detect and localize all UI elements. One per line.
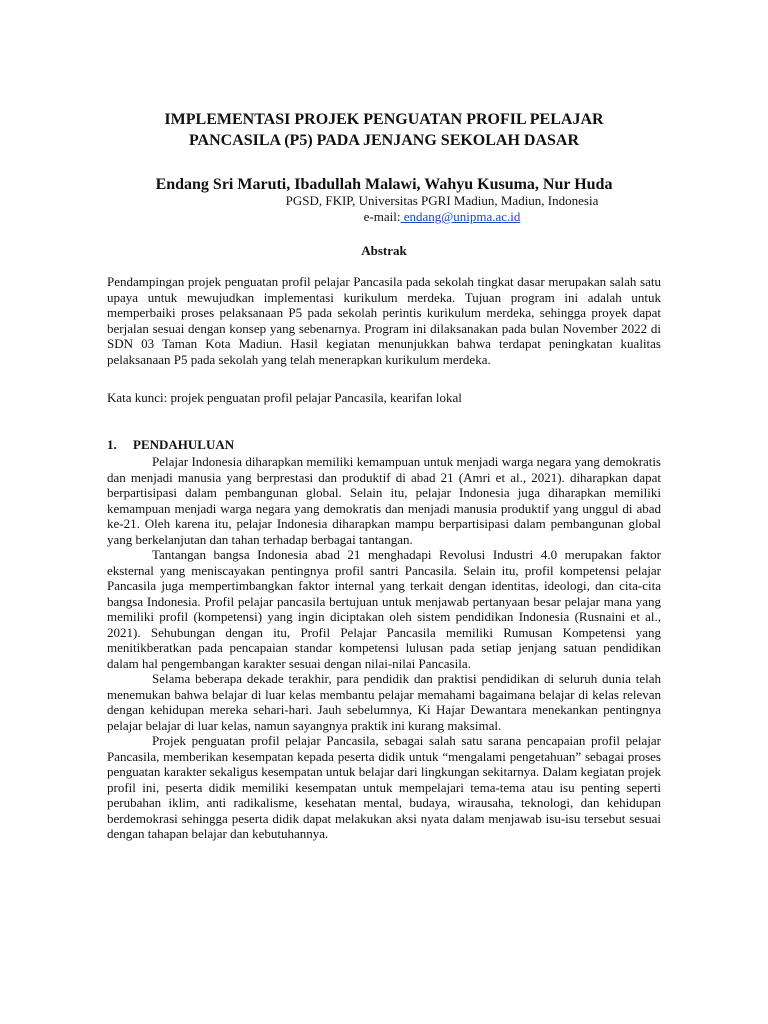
title-line-2: PANCASILA (P5) PADA JENJANG SEKOLAH DASAR <box>188 132 580 149</box>
abstract-text: Pendampingan projek penguatan profil pelajar Pancasila pada sekolah tingkat dasar merupakan salah satu upaya untuk mewujudkan implementasi kurikulum merdeka. Tujuan program ini adalah untuk memperbaiki proses pelaksanaan P5 pada sekolah perintis kurikulum merdeka, sehingga proyek dapat berjalan sesuai dengan konsep yang sebenarnya. Program ini dilaksanakan pada bulan November 2022 di SDN 03 Taman Kota Madiun. Hasil kegiatan menunjukkan bahwa terdapat peningkatan kualitas pelaksanaan P5 pada sekolah yang telah menerapkan kurikulum merdeka. <box>107 274 661 367</box>
section-number: 1. <box>107 437 117 452</box>
section-heading <box>107 437 234 453</box>
email-line <box>158 209 726 225</box>
title-line-1: IMPLEMENTASI PROJEK PENGUATAN PROFIL PELAJAR <box>164 111 604 128</box>
section-body <box>107 454 661 842</box>
body-paragraph: Pelajar Indonesia diharapkan memiliki kemampuan untuk menjadi warga negara yang demokratis dan menjadi manusia yang berprestasi dan produktif di abad 21 (Amri et al., 2021). diharapkan dapat berpartisipasi dalam pembangunan global. Selain itu, pelajar Indonesia juga diharapkan memiliki kemampuan menjadi warga negara yang demokratis dan menjadi manusia produktif yang unggul di abad ke-21. Oleh karena itu, pelajar Indonesia diharapkan mampu berpartisipasi dalam pembangunan global yang berkelanjutan dan tahan terhadap berbagai tantangan. <box>107 454 661 547</box>
affiliation: PGSD, FKIP, Universitas PGRI Madiun, Madiun, Indonesia <box>285 193 599 208</box>
body-paragraph: Tantangan bangsa Indonesia abad 21 menghadapi Revolusi Industri 4.0 merupakan faktor eksternal yang meniscayakan pentingnya profil santri Pancasila. Selain itu, profil kompetensi pelajar Pancasila juga mempertimbangkan faktor internal yang terkait dengan identitas, ideologi, dan cita-cita bangsa Indonesia. Profil pelajar pancasila bertujuan untuk menjawab pertanyaan besar pelajar mana yang memiliki profil (kompetensi) yang ingin diciptakan oleh sistem pendidikan Indonesia (Rusnaini et al., 2021). Sehubungan dengan itu, Profil Pelajar Pancasila memiliki Rumusan Kompetensi yang menitikberatkan pada pencapaian standar kompetensi lulusan pada setiap jenjang satuan pendidikan dalam hal pengembangan karakter sesuai dengan nilai-nilai Pancasila. <box>107 547 661 671</box>
email-link[interactable]: endang@unipma.ac.id <box>400 209 521 224</box>
body-paragraph: Selama beberapa dekade terakhir, para pendidik dan praktisi pendidikan di seluruh dunia telah menemukan bahwa belajar di luar kelas membantu pelajar memahami bagaimana belajar di kelas relevan dengan kehidupan mereka sehari-hari. Jauh sebelumnya, Ki Hajar Dewantara menekankan pentingnya pelajar belajar di luar kelas, namun sayangnya praktik ini kurang maksimal. <box>107 671 661 733</box>
paper-title <box>100 109 668 151</box>
author-list: Endang Sri Maruti, Ibadullah Malawi, Wahyu Kusuma, Nur Huda <box>155 176 613 193</box>
section-title: PENDAHULUAN <box>133 437 235 452</box>
keywords: Kata kunci: projek penguatan profil pelajar Pancasila, kearifan lokal <box>107 390 462 405</box>
abstract-heading: Abstrak <box>361 243 407 258</box>
body-paragraph: Projek penguatan profil pelajar Pancasila, sebagai salah satu sarana pencapaian profil pelajar Pancasila, memberikan kesempatan kepada peserta didik untuk “mengalami pengetahuan” sebagai proses penguatan karakter sekaligus kesempatan untuk belajar dari lingkungan sekitarnya. Dalam kegiatan projek profil ini, peserta didik memiliki kesempatan untuk mempelajari tema-tema atau isu penting seperti perubahan iklim, anti radikalisme, kesehatan mental, budaya, wirausaha, teknologi, dan kehidupan berdemokrasi sehingga peserta didik dapat melakukan aksi nyata dalam menjawab isu-isu tersebut sesuai dengan tahapan belajar dan kebutuhannya. <box>107 733 661 841</box>
email-label: e-mail: <box>363 209 401 224</box>
